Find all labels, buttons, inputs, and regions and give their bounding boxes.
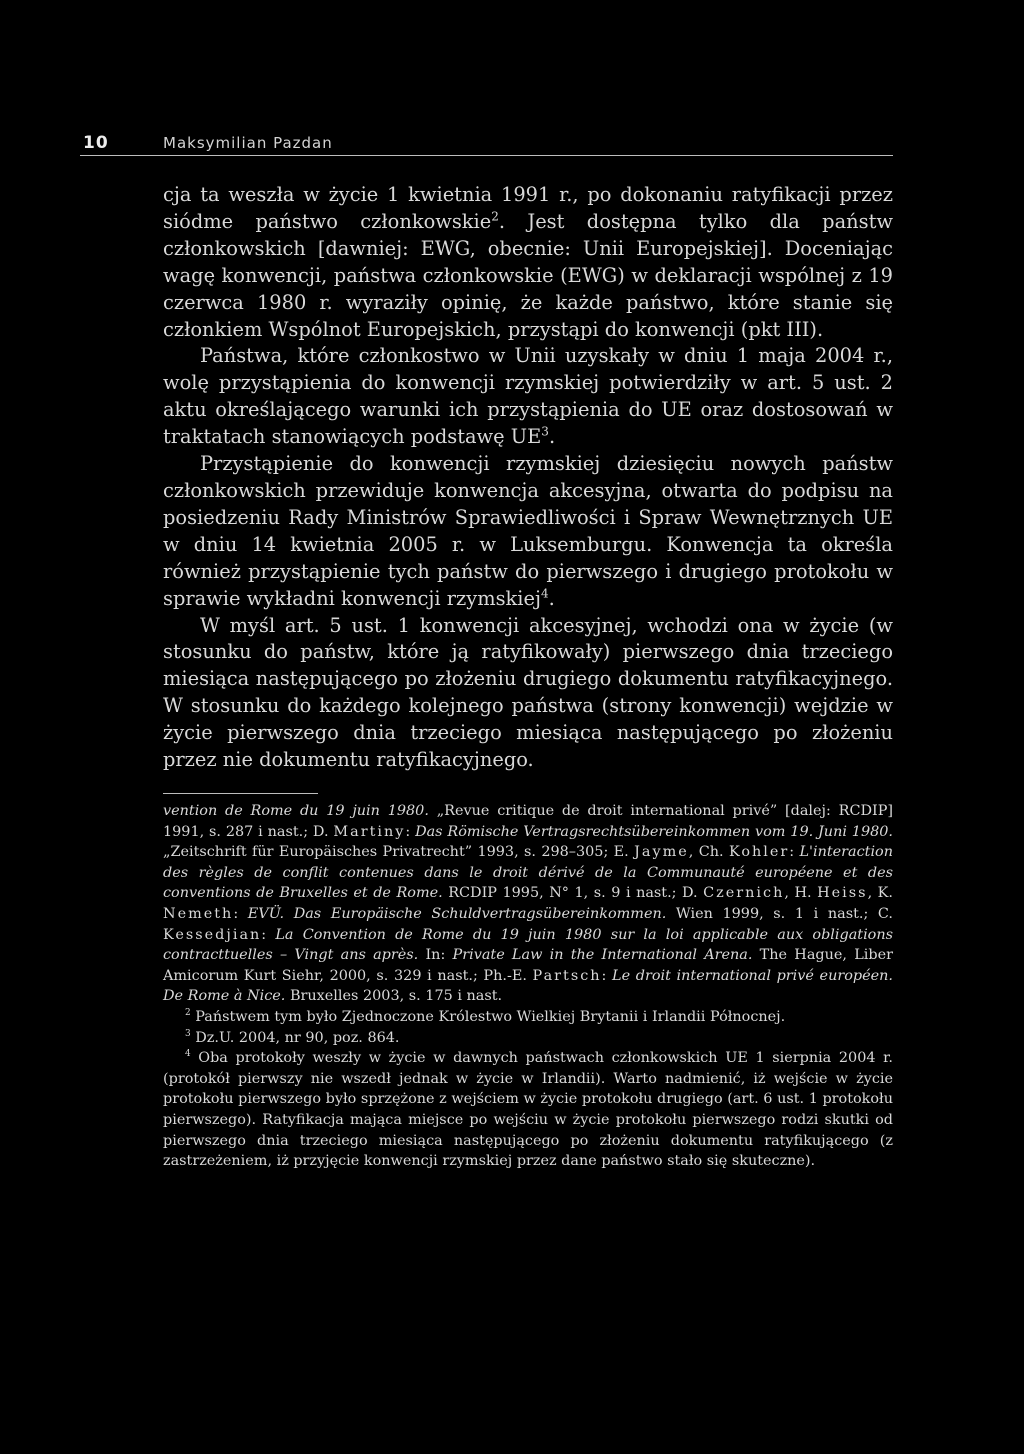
fn-title: Private Law in the International Arena. — [452, 947, 753, 964]
paragraph-1-text-b: . Jest dostępna tylko dla państw członkowskich [dawniej: EWG, obecnie: Unii Europejskiej]. Doceniając wagę konwencji, państwa członkowskie (EWG) w deklaracji wspólnej z 19 czerwca 1980 r. wyraziły opinię, że każde państwo, które stanie się członkiem Wspólnot Europejskich, przystąpi do konwencji (pkt III). — [163, 209, 893, 341]
fn-text: : — [789, 844, 800, 861]
fn-text: In: — [418, 947, 453, 964]
fn-text: RCDIP 1995, N° 1, s. 9 i nast.; D. — [442, 885, 704, 902]
footnote-text: Dz.U. 2004, nr 90, poz. 864. — [190, 1029, 400, 1046]
footnote-ref-3: 3 — [541, 424, 549, 439]
fn-text: Wien 1999, s. 1 i nast.; C. — [666, 905, 893, 922]
fn-text: , K. — [867, 885, 893, 902]
fn-text: , H. — [784, 885, 818, 902]
fn-title: vention de Rome du 19 juin 1980. — [163, 803, 429, 819]
fn-author: Nemeth — [163, 905, 234, 922]
fn-text: The Hague, Liber Amicorum Kurt Siehr, 2000, s. 329 i nast.; Ph.-E. — [163, 947, 893, 984]
paragraph-3-text-a: Przystąpienie do konwencji rzymskiej dziesięciu nowych państw członkowskich przewiduje konwencja akcesyjna, otwarta do podpisu na posiedzeniu Rady Ministrów Sprawiedliwości i Spraw Wewnętrznych UE w dniu 14 kwietnia 2005 r. w Luksemburgu. Konwencja ta określa również przystąpienie tych państw do pierwszego i drugiego protokołu w sprawie wykładni konwencji rzymskiej — [163, 452, 893, 610]
fn-author: Martiny — [333, 823, 406, 840]
footnote-number: 3 — [185, 1028, 191, 1039]
paragraph-3-text-b: . — [548, 586, 555, 610]
footnote-ref-4: 4 — [540, 586, 549, 601]
footnote-ref-2: 2 — [491, 209, 499, 224]
paragraph-4: W myśl art. 5 ust. 1 konwencji akcesyjnej, wchodzi ona w życie (w stosunku do państw, które ją ratyfikowały) pierwszego dnia trzeciego miesiąca następującego po złożeniu drugiego dokumentu ratyfikacyjnego. W stosunku do każdego kolejnego państwa (strony konwencji) wejdzie w życie pierwszego dnia trzeciego miesiąca następującego po złożeniu przez nie dokumentu ratyfikacyjnego. — [163, 613, 893, 772]
footnote-number: 2 — [185, 1008, 191, 1019]
footnote-text: Państwem tym było Zjednoczone Królestwo Wielkiej Brytanii i Irlandii Północnej. — [190, 1008, 786, 1025]
fn-text: : — [261, 926, 276, 943]
fn-title: EVÜ. Das Europäische Schuldvertragsübereinkommen. — [247, 905, 667, 922]
header-rule — [80, 155, 893, 156]
paragraph-1-text-a: cja ta weszła w życie 1 kwietnia 1991 r., po dokonaniu ratyfikacji przez siódme państwo członkowskie — [163, 183, 893, 233]
paragraph-2-text-a: Państwa, które członkostwo w Unii uzyskały w dniu 1 maja 2004 r., wolę przystąpienia do konwencji rzymskiej potwierdziły w art. 5 ust. 2 aktu określającego warunki ich przystąpienia do UE oraz dostosowań w traktatach stanowiących podstawę UE — [163, 344, 893, 449]
fn-author: Kohler — [728, 844, 790, 861]
footnote-2 — [163, 1007, 893, 1028]
footnote-text: Oba protokoły weszły w życie w dawnych państwach członkowskich UE 1 sierpnia 2004 r. (protokół pierwszy nie wszedł jednak w życie w Irlandii). Warto nadmienić, iż wejście w życie protokołu pierwszego było sprzężone z wejściem w życie protokołu drugiego (art. 6 ust. 1 protokołu pierwszego). Ratyfikacja mająca miejsce po wejściu w życie protokołu pierwszego rodzi skutki od pierwszego dnia trzeciego miesiąca następującego po złożeniu dokumentu ratyfikującego (z zastrzeżeniem, iż przyjęcie konwencji rzymskiej przez dane państwo stało się skuteczne). — [163, 1050, 893, 1170]
fn-text: , Ch. — [688, 844, 729, 861]
fn-author: Czernich — [703, 885, 785, 902]
page-header — [83, 133, 893, 155]
running-head: Maksymilian Pazdan — [163, 134, 333, 152]
paragraph-1 — [163, 182, 893, 343]
footnotes — [163, 801, 893, 1172]
fn-author: Heiss — [817, 885, 868, 902]
fn-author: Jayme — [634, 844, 689, 861]
paragraph-3 — [163, 451, 893, 612]
fn-author: Kessedjian — [163, 926, 262, 943]
footnote-4 — [163, 1048, 893, 1172]
fn-author: Partsch — [532, 967, 602, 984]
paragraph-2 — [163, 343, 893, 451]
fn-text: : — [601, 967, 613, 984]
fn-text: „Zeitschrift für Europäisches Privatrecht” 1993, s. 298–305; E. — [163, 844, 635, 861]
footnote-rule — [163, 793, 318, 794]
fn-title: Das Römische Vertragsrechtsübereinkommen vom 19. Juni 1980. — [415, 823, 893, 840]
fn-title: La Convention de Rome du 19 juin 1980 sur la loi applicable aux obligations contracttuelles – Vingt ans après. — [163, 926, 893, 964]
fn-title: Le droit international privé européen. De Rome à Nice. — [163, 967, 893, 1005]
fn-title: L'interaction des règles de conflit contenues dans le droit dérivé de la Communauté européene et des conventions de Bruxelles et de Rome. — [163, 844, 893, 902]
page-number: 10 — [83, 133, 109, 153]
main-text — [163, 182, 893, 774]
fn-text: „Revue critique de droit international privé” [dalej: RCDIP] 1991, s. 287 i nast.; D. — [163, 803, 893, 840]
paragraph-2-text-b: . — [548, 425, 556, 449]
fn-text: : — [405, 823, 416, 840]
fn-text: : — [233, 905, 248, 922]
footnote-number: 4 — [185, 1049, 191, 1060]
fn-text: Bruxelles 2003, s. 175 i nast. — [285, 988, 503, 1005]
footnote-1-continuation — [163, 801, 893, 1007]
footnote-3 — [163, 1028, 893, 1049]
